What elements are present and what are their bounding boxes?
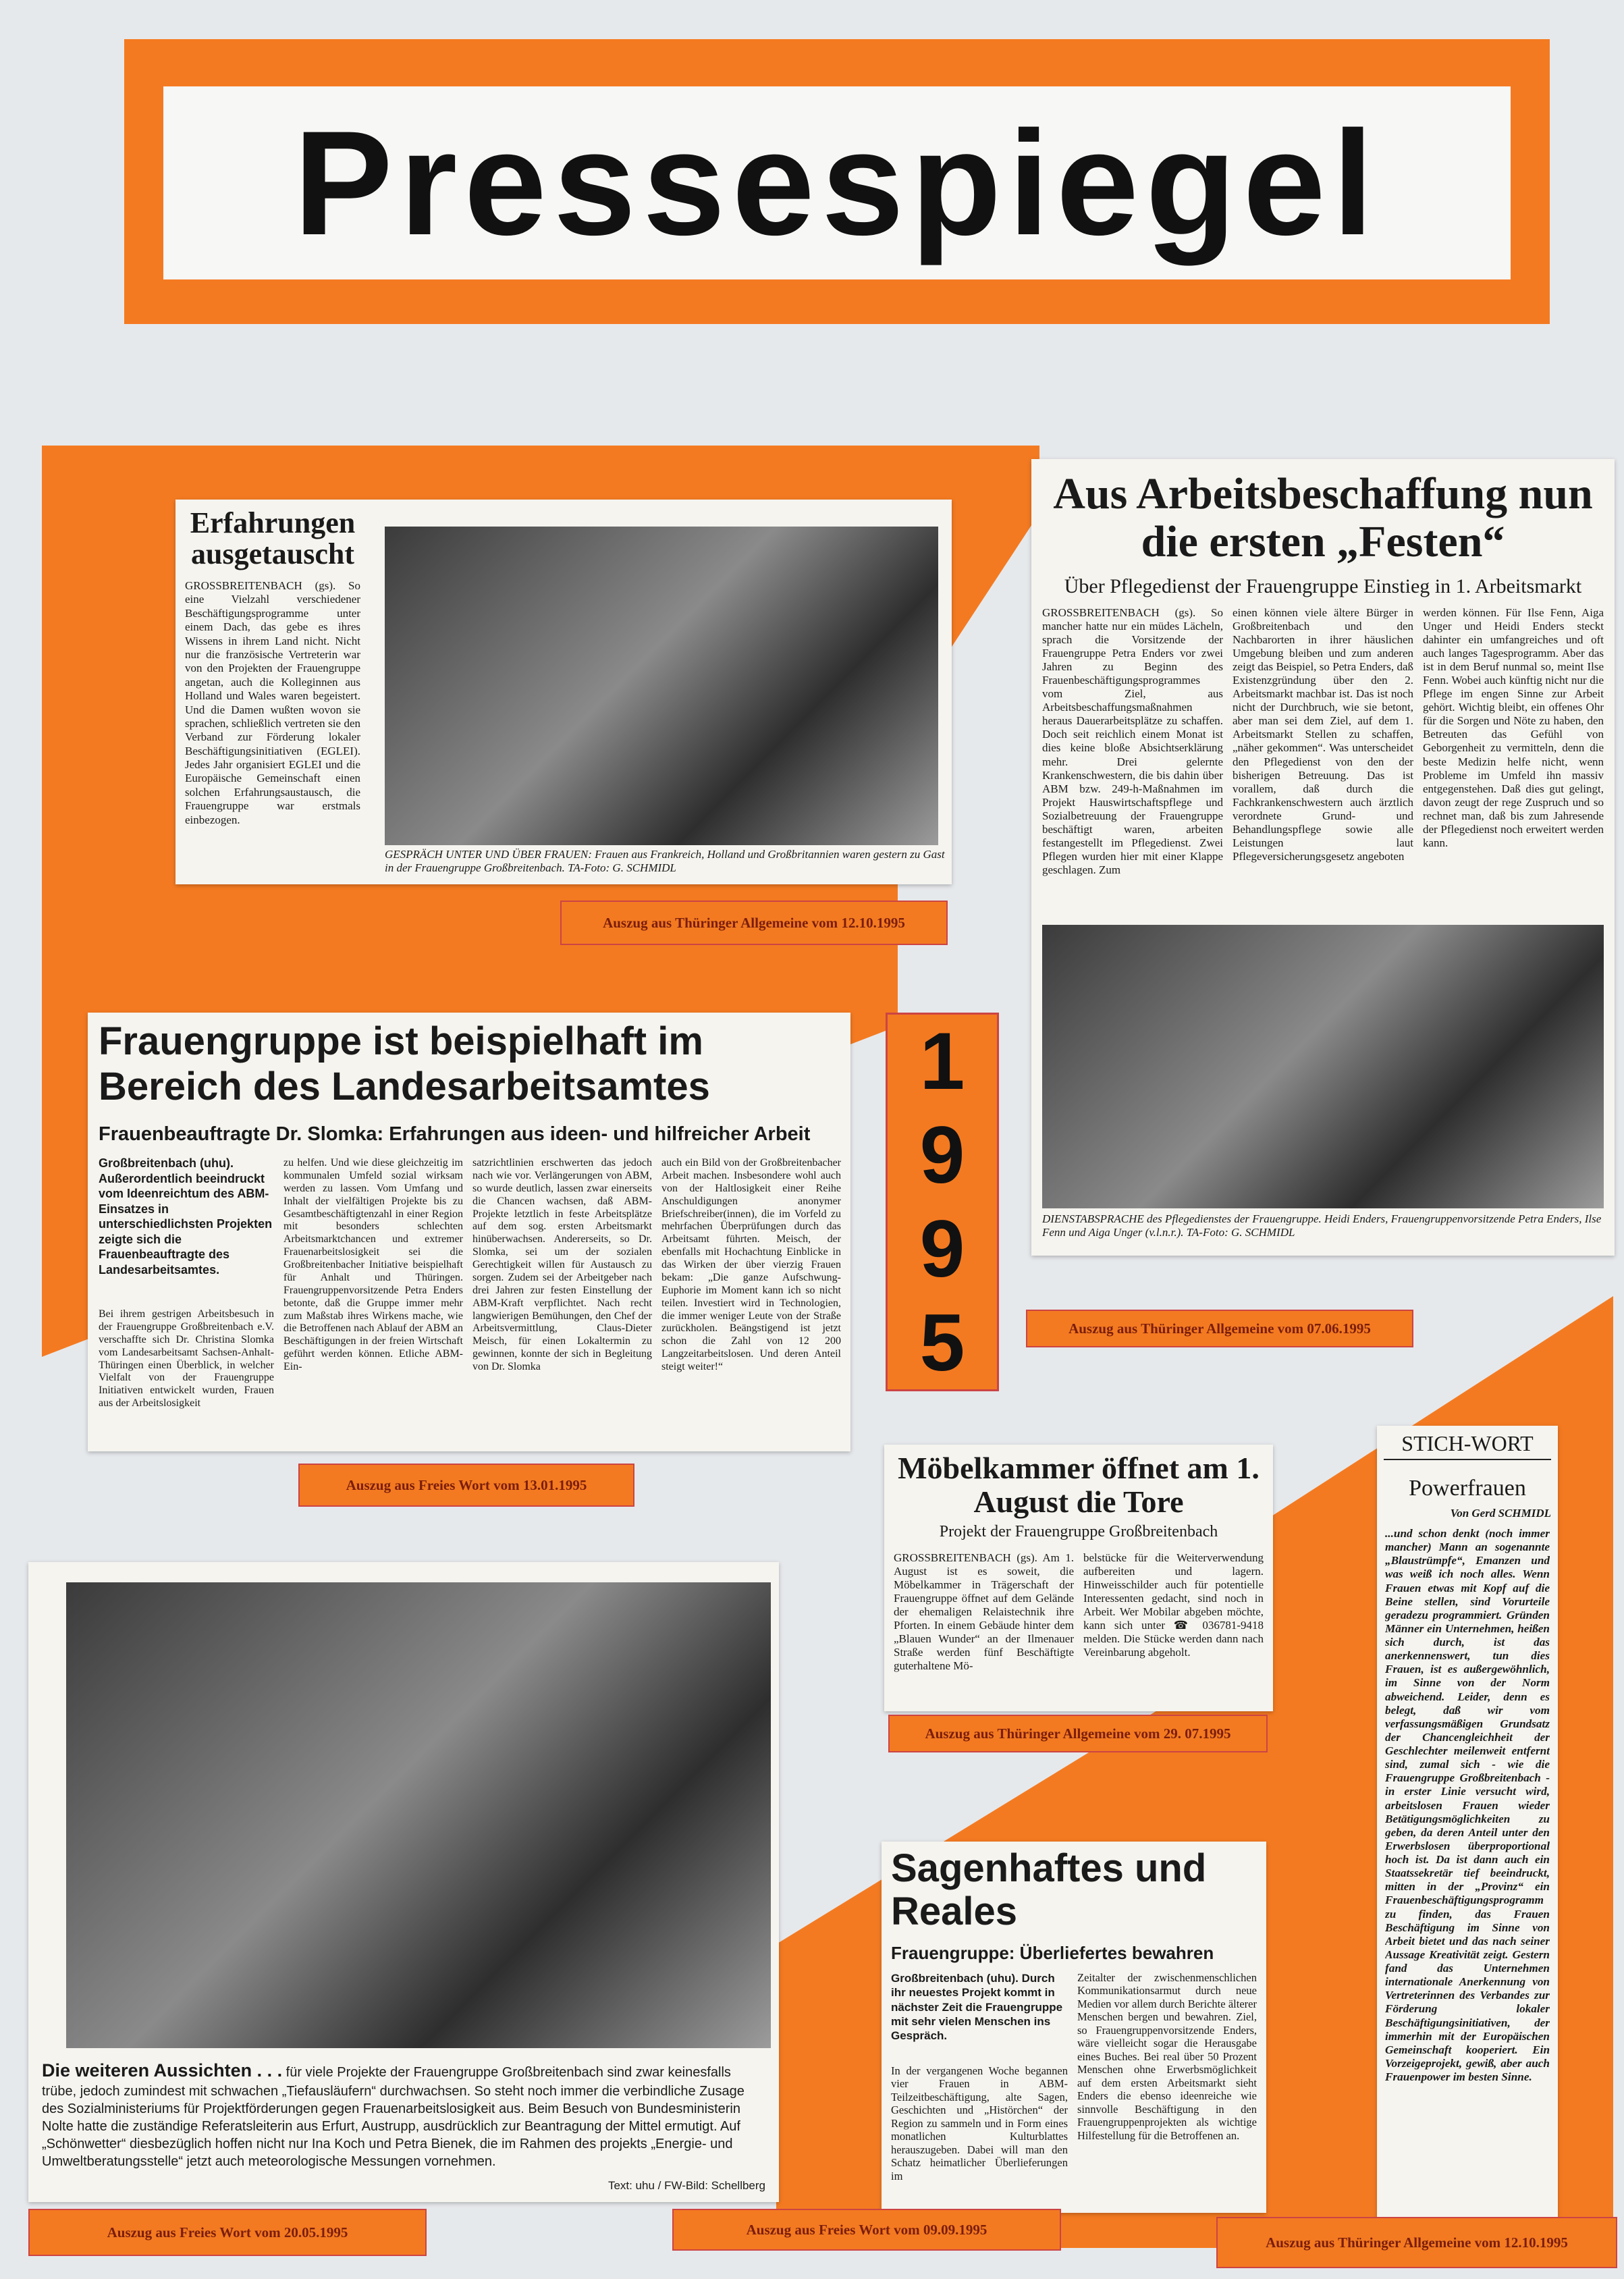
article-headline: Powerfrauen bbox=[1409, 1476, 1526, 1501]
article-erfahrungen bbox=[175, 500, 952, 884]
article-stichwort bbox=[1377, 1426, 1558, 2233]
article-columns bbox=[894, 1551, 1264, 1705]
article-photo bbox=[385, 527, 938, 845]
article-body: für viele Projekte der Frauengruppe Großbreitenbach sind zwar keinesfalls trübe, jedoch zumindest mit schwachen „Tiefausläufern“ durchwachsen. So steht noch immer die verbindliche Zusage des Sozialministeriums für Projektförderungen gegen Frauenarbeitslosigkeit aus. Beim Besuch von Bundesministerin Nolte hatte die zuständige Referatsleiterin aus Erfurt, Austrupp, ausdrücklich zur Beantragung der Mittel ermutigt. Auf „Schönwetter“ diesbezüglich hoffen nicht nur Ina Koch und Petra Bienek, die im Rahmen des projekts „Energie- und Umweltberatungsstelle“ jetzt auch meteorologische Messungen vornehmen. bbox=[42, 2065, 745, 2170]
article-author: Von Gerd SCHMIDL bbox=[1450, 1507, 1551, 1520]
article-column: GROSSBREITENBACH (gs). Am 1. August ist es soweit, die Möbelkammer in Trägerschaft der Frauengruppe öffnet auf dem Gelände der ehemaligen Relaistechnik ihre Pforten. In einem Gebäude hinter dem „Blauen Wunder“ an der Ilmenauer Straße werden fünf Beschäftigte guterhaltene Mö- bbox=[894, 1551, 1074, 1673]
article-column: belstücke für die Weiterverwendung aufbereiten und lagern. Hinweisschilder auch für potentielle Interessenten gedacht, sind noch in Arbeit. Wer Mobilar abgeben möchte, kann sich unter ☎ 036781-9418 melden. Die Stücke werden dann nach Vereinbarung abgeholt. bbox=[1083, 1551, 1264, 1659]
source-label: Auszug aus Freies Wort vom 20.05.1995 bbox=[28, 2209, 427, 2256]
article-headline: Sagenhaftes und Reales bbox=[891, 1846, 1207, 1933]
article-columns bbox=[283, 1157, 841, 1444]
stichwort-label: STICH-WORT bbox=[1384, 1431, 1551, 1460]
article-arbeitsbeschaffung bbox=[1031, 459, 1615, 1256]
article-aussichten bbox=[28, 1562, 779, 2202]
article-column: zu helfen. Und wie diese gleichzeitig im kommunalen Umfeld sozial wirksam werden zu lassen. Vom Umfang und Inhalt der vielfältigen Projekte bis zu Gesamtbeschäftigtenzahl in einer Region mit besonders schlechten Arbeitsmarktchancen und extremer Frauenarbeitslosigkeit sei die Großbreitenbacher Initiative beispielhaft für Anhalt und Thüringen. Frauengruppenvorsitzende Petra Enders betonte, daß die Gruppe immer mehr zum Maßstab ihres Wirkens mache, wie die Betroffenen nach Ablauf der ABM an Beschäftigungen in der freien Wirtschaft geführt werden können. Etliche ABM-Ein- bbox=[283, 1157, 463, 1372]
article-lead: Großbreitenbach (uhu). Außerordentlich beeindruckt vom Ideenreichtum des ABM-Einsatzes in unterschiedlichsten Projekten zeigte sich die Frauenbeauftragte des Landesarbeitsamtes. bbox=[99, 1156, 273, 1277]
article-column: GROSSBREITENBACH (gs). So mancher hatte nur ein müdes Lächeln, sprach die Vorsitzende der Frauengruppe Petra Enders vor zwei Jahren zu Beginn des Frauenbeschäftigungsprogrammes vom Ziel, aus Arbeitsbeschaffungsmaßnahmen heraus Dauerarbeitsplätze zu schaffen. Doch seit reichlich einem Monat ist dies keine bloße Absichtserklärung mehr. Drei gelernte Krankenschwestern, die bis dahin über ABM bzw. 249-h-Maßnahmen im Projekt Hauswirtschaftspflege und Sozialbetreuung der Frauengruppe beschäftigt waren, arbeiten festangestellt im Pflegedienst. Zwei Pflegen wurden hier mit einer Klappe geschlagen. Zum bbox=[1042, 606, 1223, 876]
photo-caption: DIENSTABSPRACHE des Pflegedienstes der Frauengruppe. Heidi Enders, Frauengruppenvorsitzende Petra Enders, Ilse Fenn und Aiga Unger (v.l.n.r.). TA-Foto: G. SCHMIDL bbox=[1042, 1212, 1602, 1239]
article-subhead: Über Pflegedienst der Frauengruppe Einstieg in 1. Arbeitsmarkt bbox=[1064, 575, 1582, 597]
year-digit: 9 bbox=[919, 1203, 965, 1294]
article-headline: Aus Arbeitsbeschaffung nun die ersten „Festen“ bbox=[1053, 469, 1593, 567]
article-subhead: Frauenbeauftragte Dr. Slomka: Erfahrungen aus ideen- und hilfreicher Arbeit bbox=[99, 1123, 811, 1145]
article-subhead: Frauengruppe: Überliefertes bewahren bbox=[891, 1943, 1214, 1963]
article-column: Bei ihrem gestrigen Arbeitsbesuch in der Frauengruppe Großbreitenbach e.V. verschaffte sich Dr. Christina Slomka vom Landesarbeitsamt Sachsen-Anhalt-Thüringen einen Überblick, in welcher Vielfalt von der Frauengruppe Initiativen entwickelt wurden, Frauen aus der Arbeitslosigkeit bbox=[99, 1308, 274, 1410]
article-headline: Erfahrungen ausgetauscht bbox=[190, 506, 356, 571]
source-label: Auszug aus Thüringer Allgemeine vom 12.10.1995 bbox=[560, 901, 948, 945]
source-label: Auszug aus Freies Wort vom 13.01.1995 bbox=[298, 1464, 634, 1507]
article-body: ...und schon denkt (noch immer mancher) Mann an sogenannte „Blaustrümpfe“, Emanzen und was weiß ich noch alles. Wenn Frauen etwas mit Kopf auf die Beine stellen, sind Vorurteile geradezu programmiert. Gründen Männer ein Unternehmen, heißen sich durch, ist das anerkennenswert, tun dies Frauen, ist es außergewöhnlich, im Sinne von der Norm abweichend. Leider, denn es belegt, daß wir vom verfassungsmäßigen Grundsatz der Chancengleichheit der Geschlechter meilenweit entfernt sind, zumal sich - wie die Frauengruppe Großbreitenbach - in erster Linie versucht wird, arbeitslosen Frauen wieder Betätigungsmöglichkeiten zu geben, da deren Anteil unter den Erwerbslosen überproportional hoch ist. Da ist dann auch ein Staatssekretär tief beeindruckt, mitten in der „Provinz“ ein Frauenbeschäftigungsprogramm zu finden, das Frauen Beschäftigung im Sinne von Arbeit bietet und das nach seiner Aussage Kreativität zeigt. Gestern fand das Unternehmen internationale Anerkennung von Vertreterinnen des Verbandes zur Förderung lokaler Beschäftigungsinitiativen, der immerhin mit der Europäischen Gemeinschaft kooperiert. Ein Vorzeigeprojekt, gewiß, aber auch Frauenpower im besten Sinne. bbox=[1385, 1527, 1550, 2083]
article-moebelkammer bbox=[884, 1445, 1273, 1711]
article-sagenhaftes bbox=[882, 1842, 1266, 2213]
photo-caption: GESPRÄCH UNTER UND ÜBER FRAUEN: Frauen aus Frankreich, Holland und Großbritannien waren gestern zu Gast in der Frauengruppe Großbreitenbach. TA-Foto: G. SCHMIDL bbox=[385, 848, 945, 875]
article-columns bbox=[1042, 606, 1604, 903]
year-box bbox=[886, 1013, 999, 1391]
source-label: Auszug aus Thüringer Allgemeine vom 29. 07.1995 bbox=[888, 1715, 1268, 1752]
article-lead: Die weiteren Aussichten . . . bbox=[42, 2060, 283, 2081]
page-title: Pressespiegel bbox=[294, 99, 1380, 266]
article-frauengruppe bbox=[88, 1013, 850, 1451]
article-column: einen können viele ältere Bürger in Großbreitenbach und den Nachbarorten in ihrer häuslichen Umgebung bleiben und zum anderen zeigt das Beispiel, so Petra Enders, daß Existenzgründung über den 2. Arbeitsmarkt machbar ist. Das ist noch nicht der Durchbruch, wie sie betont, aber man sei dem Ziel, auf dem 1. Arbeitsmarkt Stellen zu schaffen, „näher gekommen“. Was unterscheidet den Pflegedienst von den der bisherigen Betreuung. Das ist vorallem, daß durch die Fachkrankenschwestern auch ärztlich verordnete Grund- und Behandlungspflege sowie alle Leistungen laut Pflegeversicherungsgesetz angeboten bbox=[1233, 606, 1413, 863]
year-digit: 9 bbox=[919, 1110, 965, 1201]
article-column: Zeitalter der zwischenmenschlichen Kommunikationsarmut durch neue Medien vor allem durch Berichte älterer Menschen bergen und bewahren. Ziel, so Frauengruppenvorsitzende Enders, wäre vielleicht sogar die Herausgabe eines Buches. Bei real über 50 Prozent Menschen ohne Erwerbsmöglichkeit auf dem ersten Arbeitsmarkt sieht Enders die ebenso ideenreiche wie sinnvolle Beschäftigung in den Frauengruppenprojekten als wichtige Hilfestellung für die Betroffenen an. bbox=[1077, 1971, 1257, 2142]
article-body: GROSSBREITENBACH (gs). So eine Vielzahl verschiedener Beschäftigungsprogramme unter einem Dach, das gebe es ihres Wissens in ihrem Land nicht. Nicht nur die französische Vertreterin war von den Projekten der Frauengruppe angetan, auch die Kolleginnen aus Holland und Wales waren begeistert. Und die Damen wußten wovon sie sprachen, schließlich vertreten sie den Verband zur Förderung lokaler Beschäftigungsinitiativen (EGLEI). Jedes Jahr organisiert EGLEI und die Europäische Gemeinschaft einen solchen Erfahrungsaustausch, die Frauengruppe war erstmals einbezogen. bbox=[185, 579, 360, 826]
source-label: Auszug aus Thüringer Allgemeine vom 07.06.1995 bbox=[1026, 1310, 1413, 1347]
article-subhead: Projekt der Frauengruppe Großbreitenbach bbox=[939, 1523, 1218, 1540]
article-column: werden können. Für Ilse Fenn, Aiga Unger und Heidi Enders steckt dahinter ein umfangreiches und oft auch langes Tagesprogramm. Aber das ist in dem Beruf nunmal so, meint Ilse Fenn. Wobei auch künftig nicht nur die Pflege im engen Sinne zur Arbeit gehört. Wichtig bleibt, ein offenes Ohr für die Sorgen und Nöte zu haben, den Betreuten das Gefühl von Geborgenheit zu vermitteln, denn die beste Medizin helfe nicht, wenn Probleme im Umfeld ihn massiv entgegenstehen. Daß dies gut gelingt, davon zeugt der rege Zuspruch und so rechnet man, daß bis zum Jahresende der Pflegedienst noch erweitert werden kann. bbox=[1423, 606, 1604, 849]
source-label: Auszug aus Thüringer Allgemeine vom 12.10.1995 bbox=[1216, 2217, 1617, 2268]
article-column: auch ein Bild von der Großbreitenbacher Arbeit machen. Insbesondere wohl auch von der Haltlosigkeit einer Reihe Anschuldigungen anonymer Briefschreiber(innen), die im Vorfeld zu mehrfachen Überprüfungen durch das Arbeitsamt führten. Meisch, der ebenfalls mit Hochachtung Einblicke in das Wirken der über vierzig Frauen bekam: „Die ganze Aufschwung-Euphorie im Moment kann ich so nicht teilen. Investiert wird in Technologien, die immer weniger Leute von der Straße zurückholen. Beängstigend ist jetzt schon die Zahl von 12 200 Langzeitarbeitslosen. Und deren Anteil steigt weiter!“ bbox=[661, 1157, 841, 1372]
article-headline: Frauengruppe ist beispielhaft im Bereich des Landesarbeitsamtes bbox=[99, 1019, 710, 1108]
year-digit: 1 bbox=[919, 1016, 965, 1107]
article-lead: Großbreitenbach (uhu). Durch ihr neuestes Projekt kommt in nächster Zeit die Frauengruppe mit sehr vielen Menschen ins Gespräch. bbox=[891, 1972, 1063, 2042]
photo-credit: Text: uhu / FW-Bild: Schellberg bbox=[607, 2179, 765, 2192]
year-digit: 5 bbox=[919, 1297, 965, 1388]
article-column: satzrichtlinien erschwerten das jedoch nach wie vor. Verlängerungen von ABM, so wurde deutlich, lassen zwar einerseits die Chancen wachsen, daß ABM-Projekte letztlich in feste Arbeitsplätze auf dem sog. ersten Arbeitsmarkt hinüberwachsen. Andererseits, so Dr. Slomka, sei um der sozialen Gerechtigkeit willen für Austausch zu sorgen. Zudem sei der Arbeitgeber nach drei Jahren zur festen Einstellung der ABM-Kraft verpflichtet. Nach recht langwierigen Bemühungen, den Chef der Arbeitsvermittlung, Claus-Dieter Meisch, für einen Lokaltermin zu gewinnen, konnte der sich in Begleitung von Dr. Slomka bbox=[472, 1157, 652, 1372]
source-label: Auszug aus Freies Wort vom 09.09.1995 bbox=[672, 2209, 1061, 2251]
article-column: In der vergangenen Woche begannen vier Frauen in ABM-Teilzeitbeschäftigung, alte Sagen, Geschichten und „Histörchen“ der Region zu sammeln und in Form eines monatlichen Kulturblattes herauszugeben. Dabei will man den Schatz heimatlicher Überlieferungen im bbox=[891, 2064, 1068, 2182]
article-headline: Möbelkammer öffnet am 1. August die Tore bbox=[898, 1451, 1260, 1519]
article-photo bbox=[1042, 925, 1604, 1208]
article-text bbox=[42, 2059, 767, 2170]
article-photo bbox=[66, 1582, 771, 2048]
